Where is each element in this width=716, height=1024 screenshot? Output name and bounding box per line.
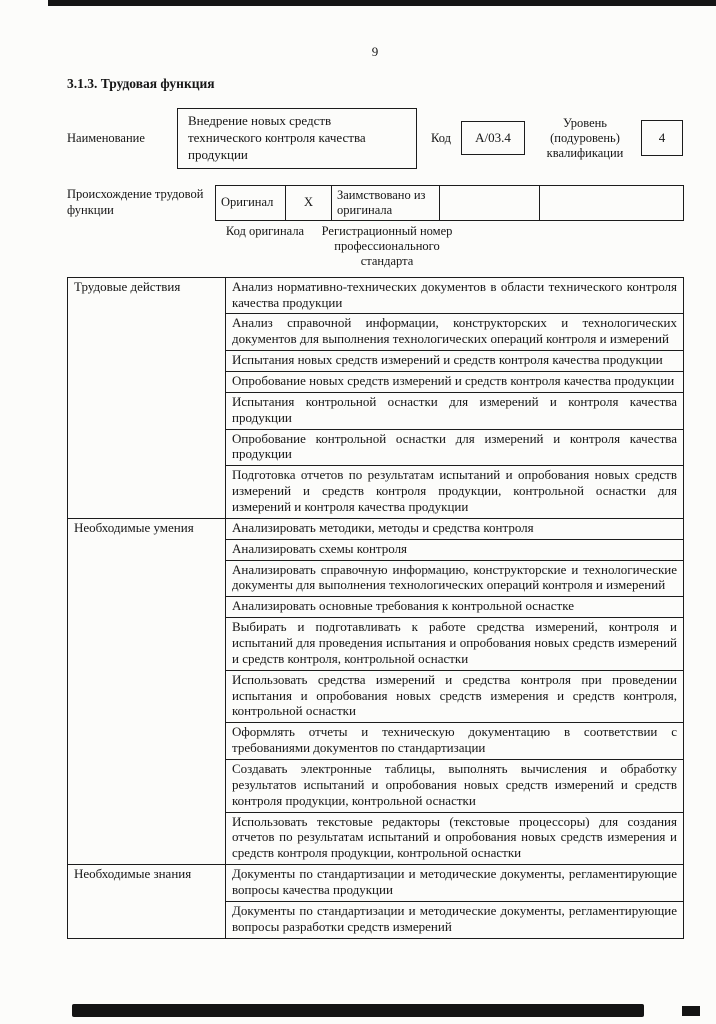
scan-artifact-top [48, 0, 716, 6]
qualification-level-value-box: 4 [641, 120, 683, 156]
section-label-required-knowledge: Необходимые знания [68, 865, 226, 938]
origin-borrowed-cell: Заимствовано из оригинала [332, 185, 440, 220]
qualification-level-label: Уровень (подуровень) квалификации [546, 115, 624, 160]
code-label: Код [431, 130, 451, 145]
code-original-caption: Код оригинала [225, 223, 305, 238]
section-label-required-skills: Необходимые умения [68, 518, 226, 864]
origin-label: Происхождение трудовой функции [67, 187, 204, 217]
page-content [0, 44, 716, 939]
scan-artifact-corner [682, 1006, 700, 1016]
table-cell: Документы по стандартизации и методические документы, регламентирующие вопросы качества продукции [226, 865, 684, 902]
table-cell: Анализировать методики, методы и средства контроля [226, 518, 684, 539]
registration-number-caption: Регистрационный номер профессионального стандарта [321, 223, 453, 268]
section-heading: 3.1.3. Трудовая функция [67, 76, 215, 91]
table-cell: Опробование новых средств измерений и средств контроля качества продукции [226, 371, 684, 392]
name-label: Наименование [67, 130, 145, 145]
table-cell: Анализ справочной информации, конструкторских и технологических документов для выполнения технологических операций контроля и измерений [226, 314, 684, 351]
scan-artifact-bottom [72, 1004, 644, 1017]
code-value-box: А/03.4 [461, 121, 525, 155]
table-cell: Опробование контрольной оснастки для измерений и контроля качества продукции [226, 429, 684, 466]
table-row [68, 277, 684, 314]
table-cell: Испытания новых средств измерений и средств контроля качества продукции [226, 351, 684, 372]
table-row [68, 865, 684, 902]
labor-function-table [67, 277, 684, 939]
table-cell: Испытания контрольной оснастки для измерений и контроля качества продукции [226, 392, 684, 429]
origin-captions [215, 224, 683, 269]
origin-table-row [216, 185, 684, 220]
table-cell: Документы по стандартизации и методические документы, регламентирующие вопросы разработки средств измерений [226, 901, 684, 938]
table-cell: Анализировать основные требования к контрольной оснастке [226, 597, 684, 618]
table-cell: Анализ нормативно-технических документов в области технического контроля качества продукции [226, 277, 684, 314]
origin-original-cell: Оригинал [216, 185, 286, 220]
origin-table [215, 185, 684, 221]
section-label-labor-actions: Трудовые действия [68, 277, 226, 518]
table-cell: Оформлять отчеты и техническую документацию в соответствии с требованиями документов по стандартизации [226, 723, 684, 760]
origin-registration-empty-cell [540, 185, 684, 220]
table-cell: Использовать текстовые редакторы (текстовые процессоры) для создания отчетов по результатам испытаний и опробования новых средств измерения и средств контроля продукции, контрольной оснастки [226, 812, 684, 865]
table-cell: Анализировать схемы контроля [226, 539, 684, 560]
origin-code-empty-cell [440, 185, 540, 220]
table-row [68, 518, 684, 539]
name-value-box: Внедрение новых средств технического контроля качества продукции [177, 108, 417, 169]
function-header [67, 108, 683, 169]
table-cell: Использовать средства измерений и средства контроля при проведении испытания и опробования новых средств измерения и средств контроля, контрольной оснастки [226, 670, 684, 723]
table-cell: Анализировать справочную информацию, конструкторские и технологические документы для выполнения технологических операций контроля и измерений [226, 560, 684, 597]
page-number: 9 [371, 44, 379, 59]
origin-row [67, 185, 683, 221]
origin-mark-cell: X [286, 185, 332, 220]
table-cell: Выбирать и подготавливать к работе средства измерений, контроля и испытаний для проведения испытания и опробования новых средств измерений и средств контроля, контрольной оснастки [226, 618, 684, 671]
table-cell: Подготовка отчетов по результатам испытаний и опробования новых средств измерений и средств контроля продукции, контрольной оснастки для измерений и контроля качества продукции [226, 466, 684, 519]
table-cell: Создавать электронные таблицы, выполнять вычисления и обработку результатов испытаний и опробования новых средств измерений и средств контроля продукции, контрольной оснастки [226, 760, 684, 813]
